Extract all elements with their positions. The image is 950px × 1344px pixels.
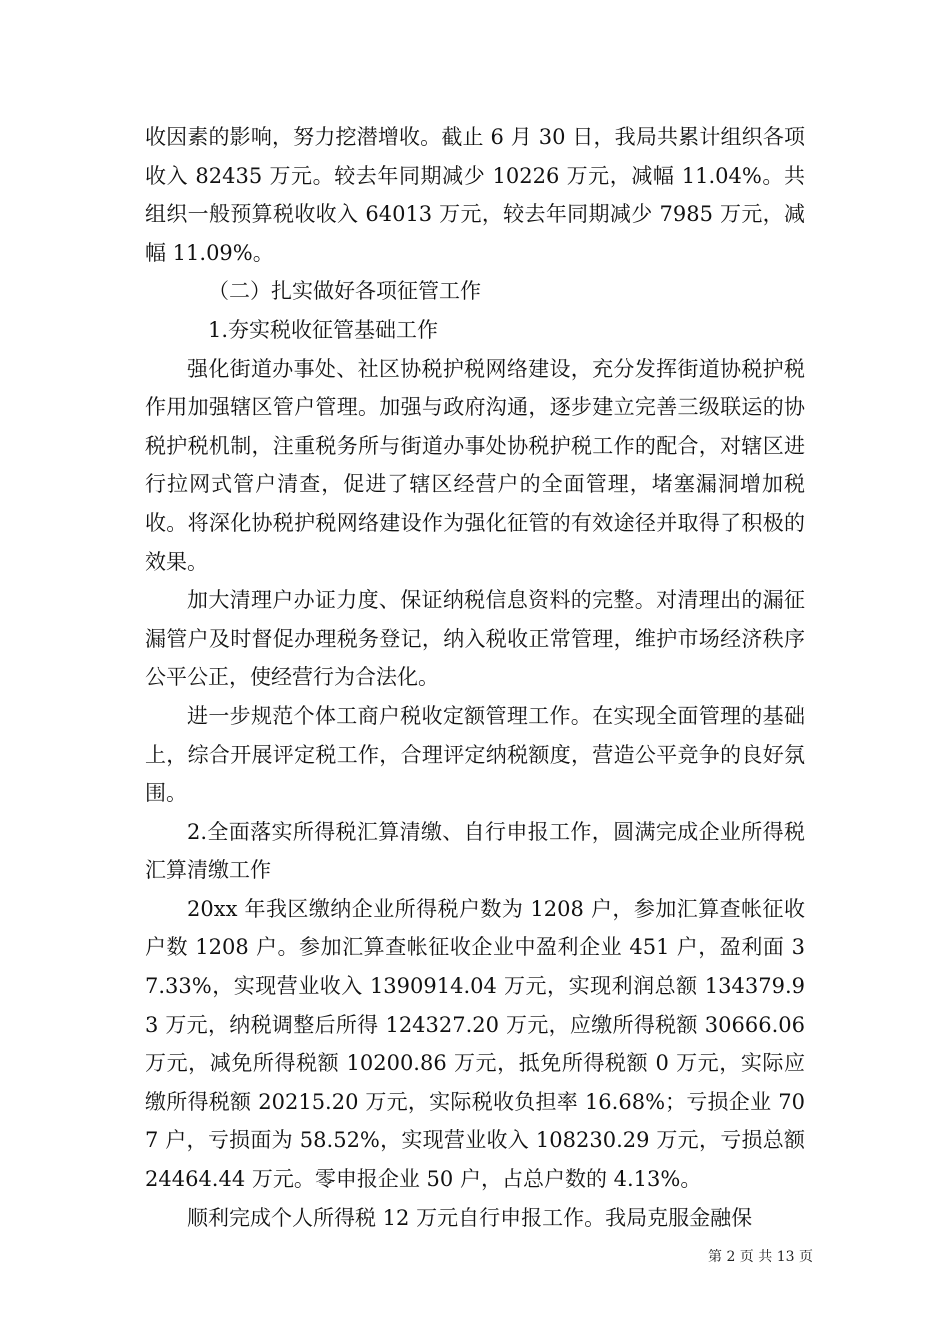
paragraph-income-tax-statistics: 20xx 年我区缴纳企业所得税户数为 1208 户，参加汇算查帐征收户数 1208 户。参加汇算查帐征收企业中盈利企业 451 户，盈利面 37.33%，实现营业收入 1390914.04 万元，实现利润总额 134379.93 万元，纳税调整后所得 124327.20 万元，应缴所得税额 30666.06 万元，减免所得税额 10200.86 万元，抵免所得税额 0 万元，实际应缴所得税额 20215.20 万元，实际税收负担率 16.68%；亏损企业 707 户，亏损面为 58.52%，实现营业收入 108230.29 万元，亏损总额 24464.44 万元。零申报企业 50 户，占总户数的 4.13%。 [145,896,805,1192]
paragraph-revenue-summary: 收因素的影响，努力挖潜增收。截止 6 月 30 日，我局共累计组织各项收入 82435 万元。较去年同期减少 10226 万元，减幅 11.04%。共组织一般预算税收收入 64013 万元，较去年同期减少 7985 万元，减幅 11.09%。 [145,125,805,265]
subheading-consolidate-foundation: 1.夯实税收征管基础工作 [208,317,439,342]
document-body [145,118,805,1237]
subheading-income-tax-settlement: 2.全面落实所得税汇算清缴、自行申报工作，圆满完成企业所得税汇算清缴工作 [145,819,805,883]
section-heading-collection-management: （二）扎实做好各项征管工作 [208,279,481,304]
page-number-footer: 第 2 页 共 13 页 [708,1249,813,1265]
paragraph-personal-income-tax: 顺利完成个人所得税 12 万元自行申报工作。我局克服金融保 [187,1205,753,1230]
paragraph-registration-cleanup: 加大清理户办证力度、保证纳税信息资料的完整。对清理出的漏征漏管户及时督促办理税务登记，纳入税收正常管理，维护市场经济秩序公平公正，使经营行为合法化。 [145,588,805,690]
paragraph-network-building: 强化街道办事处、社区协税护税网络建设，充分发挥街道协税护税作用加强辖区管户管理。加强与政府沟通，逐步建立完善三级联运的协税护税机制，注重税务所与街道办事处协税护税工作的配合，对辖区进行拉网式管户清查，促进了辖区经营户的全面管理，堵塞漏洞增加税收。将深化协税护税网络建设作为强化征管的有效途径并取得了积极的效果。 [145,356,805,574]
paragraph-quota-management: 进一步规范个体工商户税收定额管理工作。在实现全面管理的基础上，综合开展评定税工作，合理评定纳税额度，营造公平竞争的良好氛围。 [145,703,805,806]
